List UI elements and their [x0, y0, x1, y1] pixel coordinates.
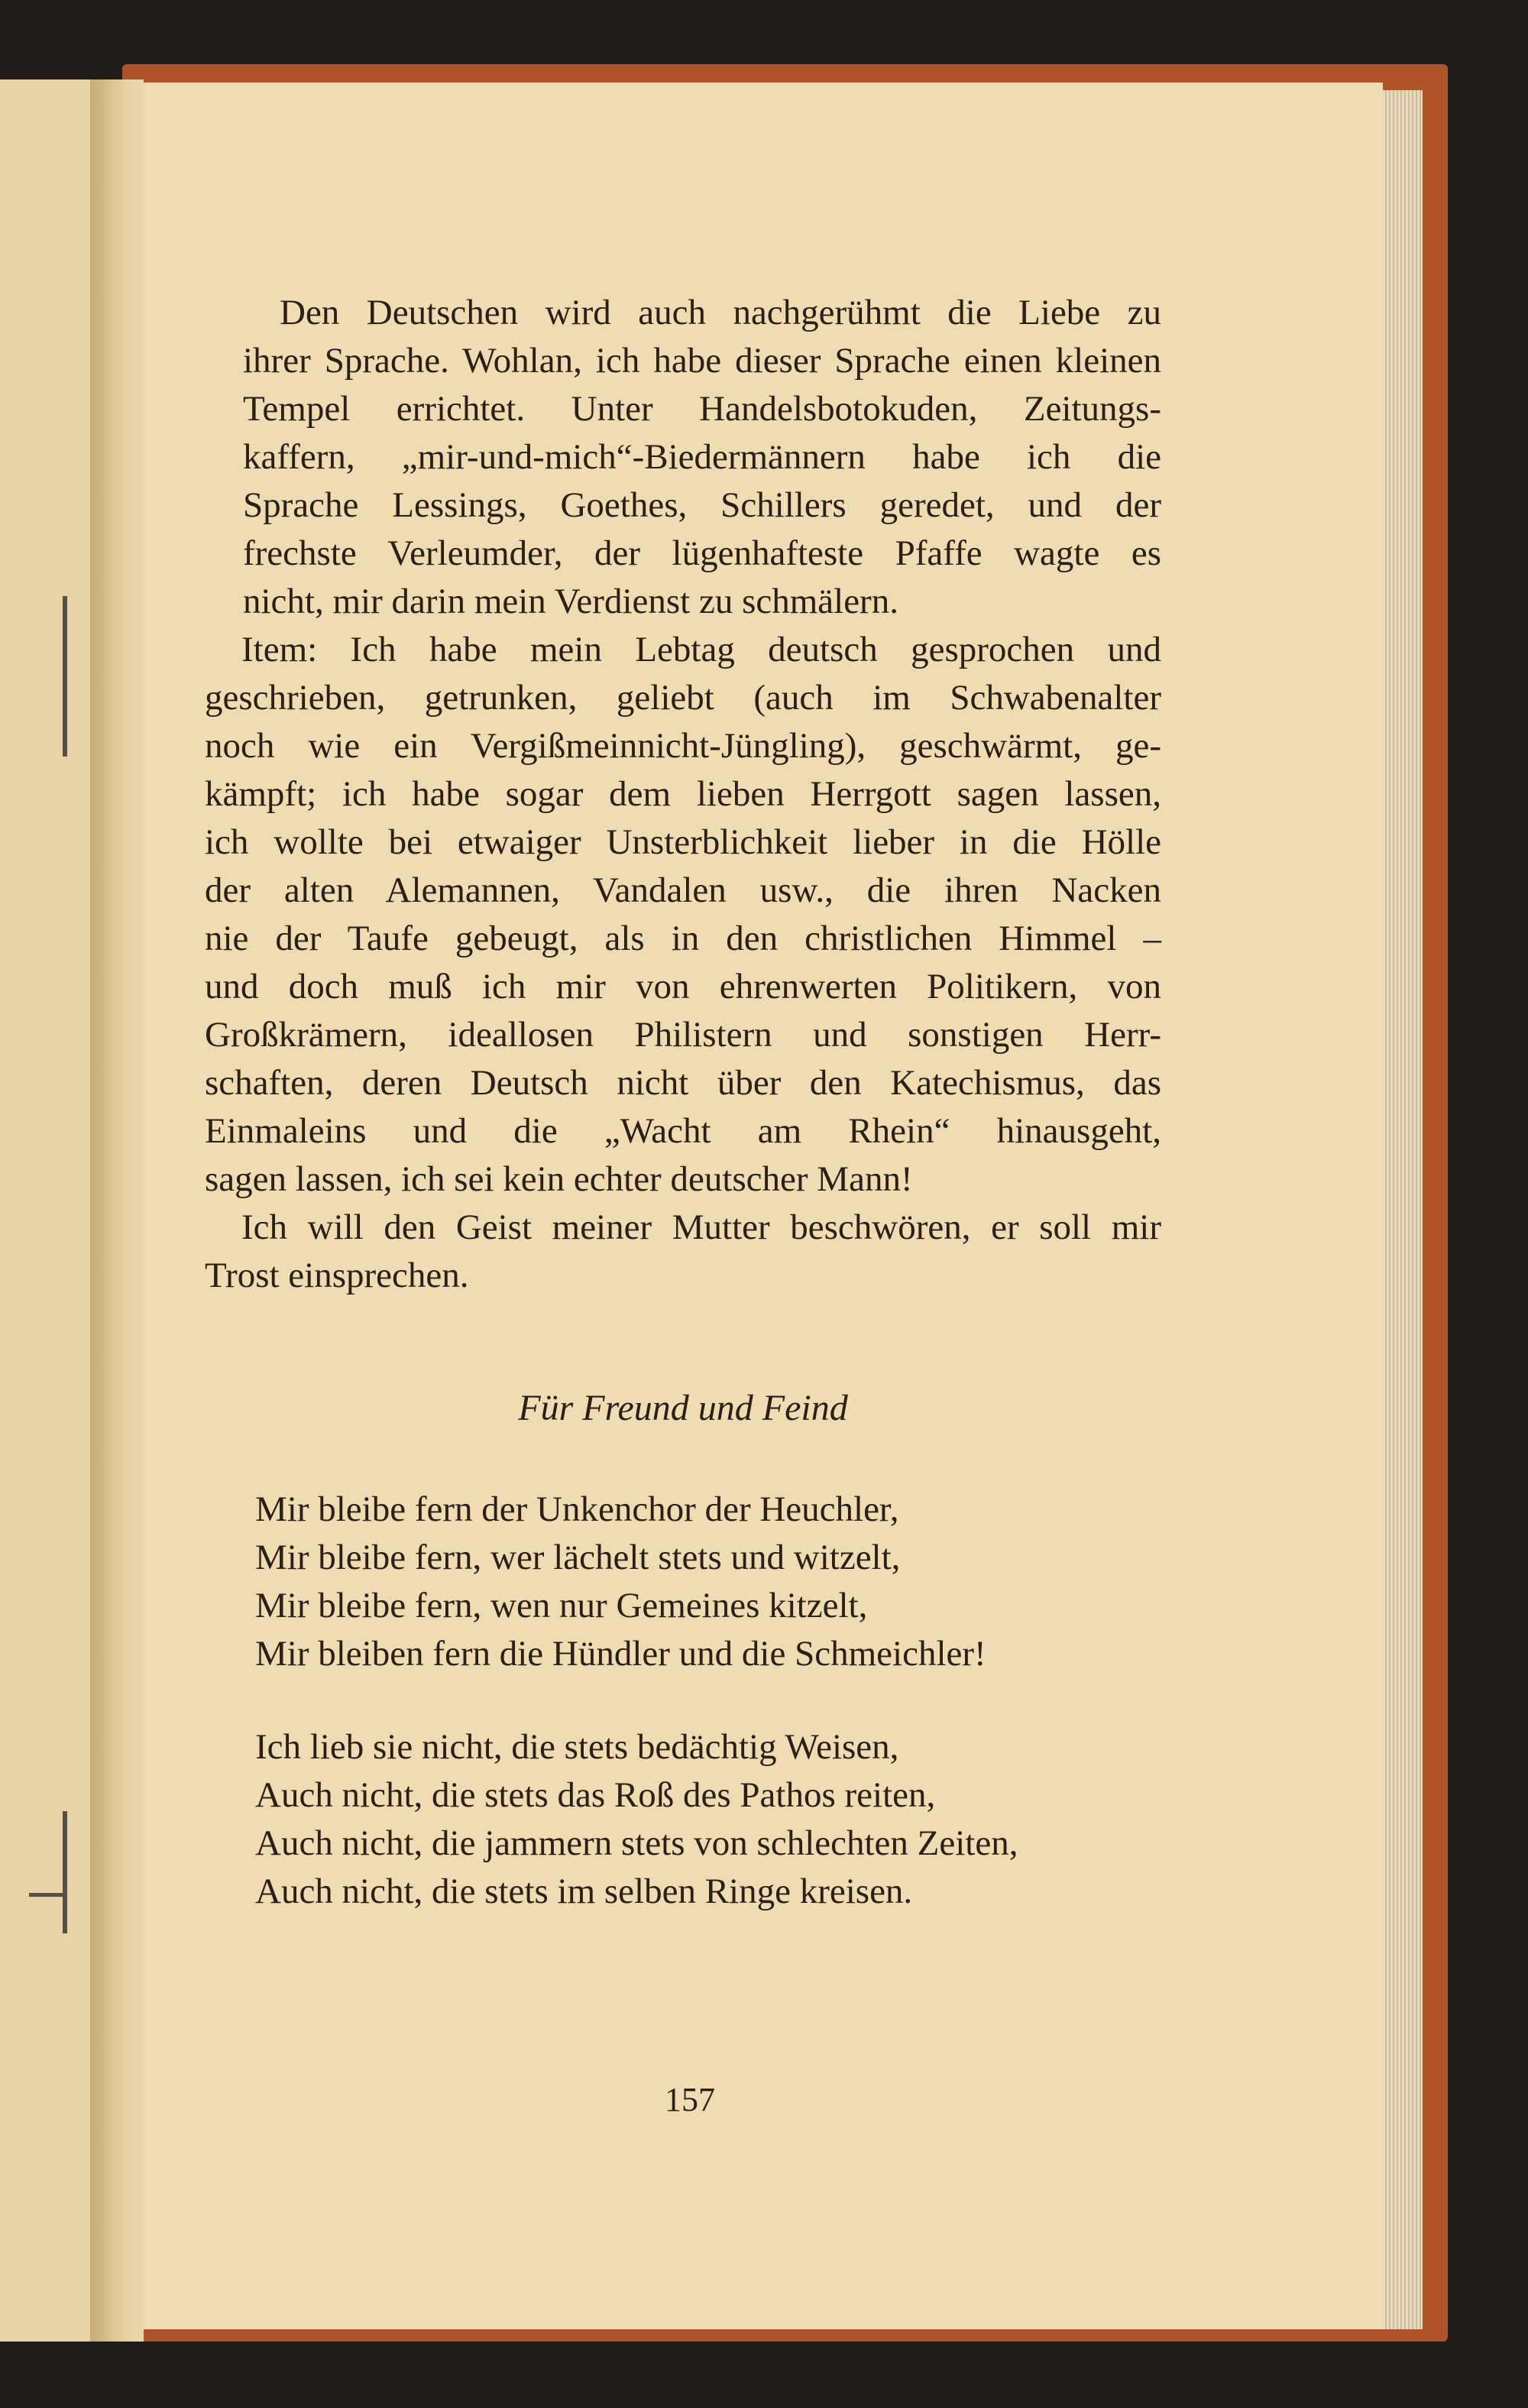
text-line: Einmaleins und die „Wacht am Rhein“ hinausgeht,: [205, 1111, 1161, 1151]
binding-thread: [29, 1893, 67, 1897]
text-line: Trost einsprechen.: [205, 1256, 469, 1295]
text-line: kaffern, „mir-und-mich“-Biedermännern habe ich die: [243, 437, 1161, 477]
text-line: Tempel errichtet. Unter Handelsbotokuden, Zeitungs-: [243, 389, 1161, 429]
text-line: ihrer Sprache. Wohlan, ich habe dieser Sprache einen kleinen: [243, 341, 1161, 381]
text-line: schaften, deren Deutsch nicht über den Katechismus, das: [205, 1063, 1161, 1103]
poem-line: Mir bleibe fern, wer lächelt stets und witzelt,: [255, 1538, 901, 1577]
page-gutter: [90, 79, 144, 2342]
text-line: Ich will den Geist meiner Mutter beschwören, er soll mir: [241, 1207, 1161, 1247]
text-line: Item: Ich habe mein Lebtag deutsch gesprochen und: [241, 630, 1161, 669]
paragraph-3: [205, 1204, 1161, 1300]
text-line: und doch muß ich mir von ehrenwerten Politikern, von: [205, 967, 1161, 1006]
text-line: nicht, mir darin mein Verdienst zu schmälern.: [243, 582, 898, 621]
poem-line: Ich lieb sie nicht, die stets bedächtig Weisen,: [255, 1727, 899, 1767]
poem-line: Mir bleibe fern der Unkenchor der Heuchler,: [255, 1489, 899, 1529]
poem-stanza-1: [255, 1486, 1172, 1678]
poem-line: Mir bleibe fern, wen nur Gemeines kitzelt,: [255, 1586, 868, 1625]
prose-text: [205, 289, 1161, 1300]
poem-line: Auch nicht, die stets das Roß des Pathos reiten,: [255, 1775, 936, 1815]
paragraph-1: [205, 289, 1161, 626]
text-line: frechste Verleumder, der lügenhafteste Pfaffe wagte es: [243, 533, 1161, 573]
text-line: Den Deutschen wird auch nachgerühmt die Liebe zu: [280, 293, 1161, 332]
paragraph-2: [205, 626, 1161, 1204]
poem-stanza-2: [255, 1723, 1172, 1916]
poem-line: Auch nicht, die jammern stets von schlechten Zeiten,: [255, 1823, 1018, 1863]
text-line: ich wollte bei etwaiger Unsterblichkeit lieber in die Hölle: [205, 822, 1161, 862]
text-line: nie der Taufe gebeugt, als in den christlichen Himmel –: [205, 919, 1161, 958]
text-line: Sprache Lessings, Goethes, Schillers geredet, und der: [243, 485, 1161, 525]
poem-line: Mir bleiben fern die Hündler und die Schmeichler!: [255, 1634, 986, 1674]
text-line: sagen lassen, ich sei kein echter deutscher Mann!: [205, 1159, 913, 1199]
binding-stitch-bottom: [63, 1811, 67, 1933]
text-line: noch wie ein Vergißmeinnicht-Jüngling), geschwärmt, ge-: [205, 726, 1161, 766]
poem-line: Auch nicht, die stets im selben Ringe kreisen.: [255, 1872, 913, 1911]
text-line: kämpft; ich habe sogar dem lieben Herrgott sagen lassen,: [205, 774, 1161, 814]
text-line: Großkrämern, ideallosen Philistern und sonstigen Herr-: [205, 1015, 1161, 1055]
text-line: geschrieben, getrunken, geliebt (auch im Schwabenalter: [205, 678, 1161, 718]
page-number: 157: [665, 2081, 715, 2118]
poem-title: Für Freund und Feind: [518, 1388, 848, 1428]
binding-stitch-top: [63, 596, 67, 757]
text-line: der alten Alemannen, Vandalen usw., die ihren Nacken: [205, 870, 1161, 910]
